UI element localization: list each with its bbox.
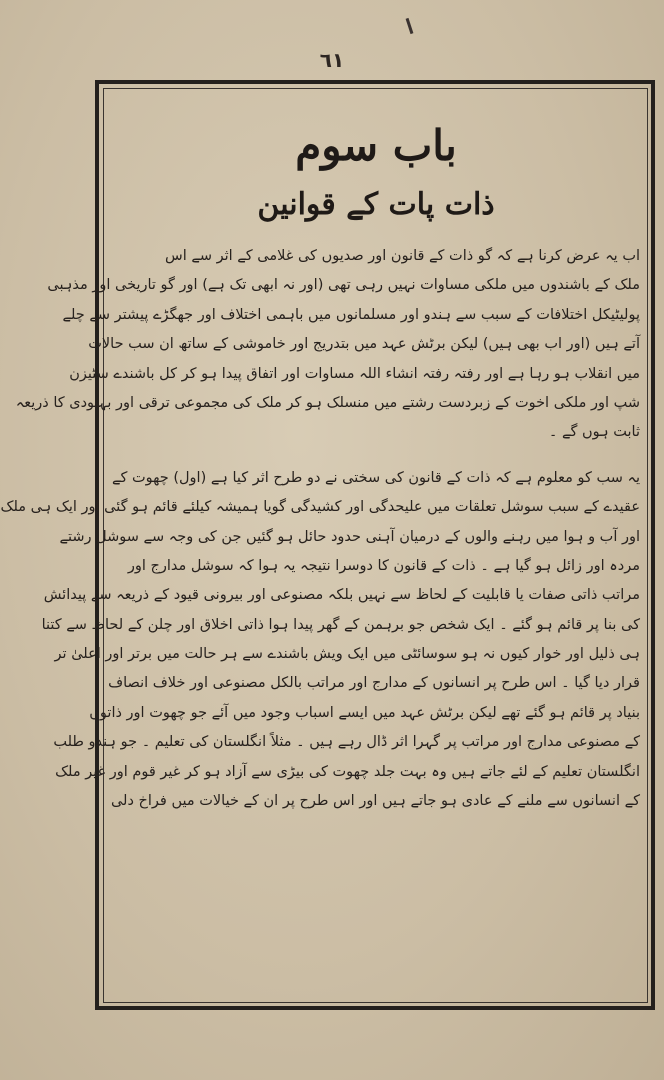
page-content — [0, 104, 640, 984]
text-line: آتے ہیں (اور اب بھی ہیں) لیکن برٹش عہد میں بتدریج اور خاموشی کے ساتھ ان سب حالات — [88, 336, 640, 353]
paragraph-2 — [0, 464, 640, 817]
text-line: ملک کے باشندوں میں ملکی مساوات نہیں رہی تھی (اور نہ ابھی تک ہے) اور گو تاریخی اور مذہبی — [47, 277, 640, 294]
text-line: پولیٹیکل اختلافات کے سبب سے ہندو اور مسلمانوں میں باہمی اختلاف اور جھگڑے پیشتر سے چلے — [62, 306, 640, 323]
text-line: میں انقلاب ہو رہا ہے اور رفتہ رفتہ انشاء اللہ مساوات اور اتفاق پیدا ہو کر کل باشندے سٹیزن — [69, 365, 640, 382]
text-line: کی بنا پر قائم ہو گئے ۔ ایک شخص جو برہمن کے گھر پیدا ہوا ذاتی اخلاق اور چلن کے لحاظ سے کتنا — [41, 616, 640, 633]
paragraph-1 — [15, 242, 640, 448]
text-line: مراتب ذاتی صفات یا قابلیت کے لحاظ سے نہیں بلکہ مصنوعی اور بیرونی قیود کے ذریعہ سے پیدائش — [43, 587, 640, 604]
paragraph-gap — [112, 448, 640, 464]
chapter-title: ذات پات کے قوانین — [257, 187, 495, 222]
chapter-heading: باب سوم — [295, 121, 457, 170]
text-line: کے مصنوعی مدارج اور مراتب پر گہرا اثر ڈال رہے ہیں ۔ مثلاً انگلستان کی تعلیم ۔ جو ہندو طلب — [53, 734, 640, 751]
text-line: ہی ذلیل اور خوار کیوں نہ ہو سوسائٹی میں ایک ویش باشندے سے ہر حالت میں برتر اور اعلیٰ تر — [54, 646, 640, 663]
page-number: ٦١ — [319, 48, 345, 72]
text-line: کے انسانوں سے ملنے کے عادی ہو جاتے ہیں اور اس طرح پر ان کے خیالات میں فراخ دلی — [110, 793, 640, 810]
text-line: یہ سب کو معلوم ہے کہ ذات کے قانون کی سختی نے دو طرح اثر کیا ہے (اول) چھوت کے — [111, 469, 640, 486]
text-line: عقیدے کے سبب سوشل تعلقات میں علیحدگی اور کشیدگی گویا ہمیشہ کیلئے قائم ہو گئی اور ایک ہی ملک — [0, 499, 640, 516]
text-line: شپ اور ملکی اخوت کے زبردست رشتے میں منسلک ہو کر ملک کی مجموعی ترقی اور بہبودی کا ذریعہ — [15, 394, 640, 411]
text-line: بنیاد پر قائم ہو گئے تھے لیکن برٹش عہد میں ایسے اسباب وجود میں آئے جو چھوت اور ذاتوں — [89, 704, 640, 721]
text-line: اب یہ عرض کرنا ہے کہ گو ذات کے قانون اور صدیوں کی غلامی کے اثر سے اس — [165, 248, 640, 264]
text-line: انگلستان تعلیم کے لئے جاتے ہیں وہ بہت جلد چھوت کی بیڑی سے آزاد ہو کر غیر قوم اور غیر ملک — [55, 763, 640, 780]
text-line: ثابت ہوں گے ۔ — [548, 424, 640, 441]
text-line: اور آب و ہوا میں رہنے والوں کے درمیان آہنی حدود حائل ہو گئیں جن کی وجہ سے سوشل رشتے — [59, 528, 640, 545]
text-line: مردہ اور زائل ہو گیا ہے ۔ ذات کے قانون کا دوسرا نتیجہ یہ ہوا کہ سوشل مدارج اور — [127, 557, 640, 574]
text-line: قرار دیا گیا ۔ اس طرح پر انسانوں کے مدارج اور مراتب بالکل مصنوعی اور خلاف انصاف — [108, 675, 640, 692]
